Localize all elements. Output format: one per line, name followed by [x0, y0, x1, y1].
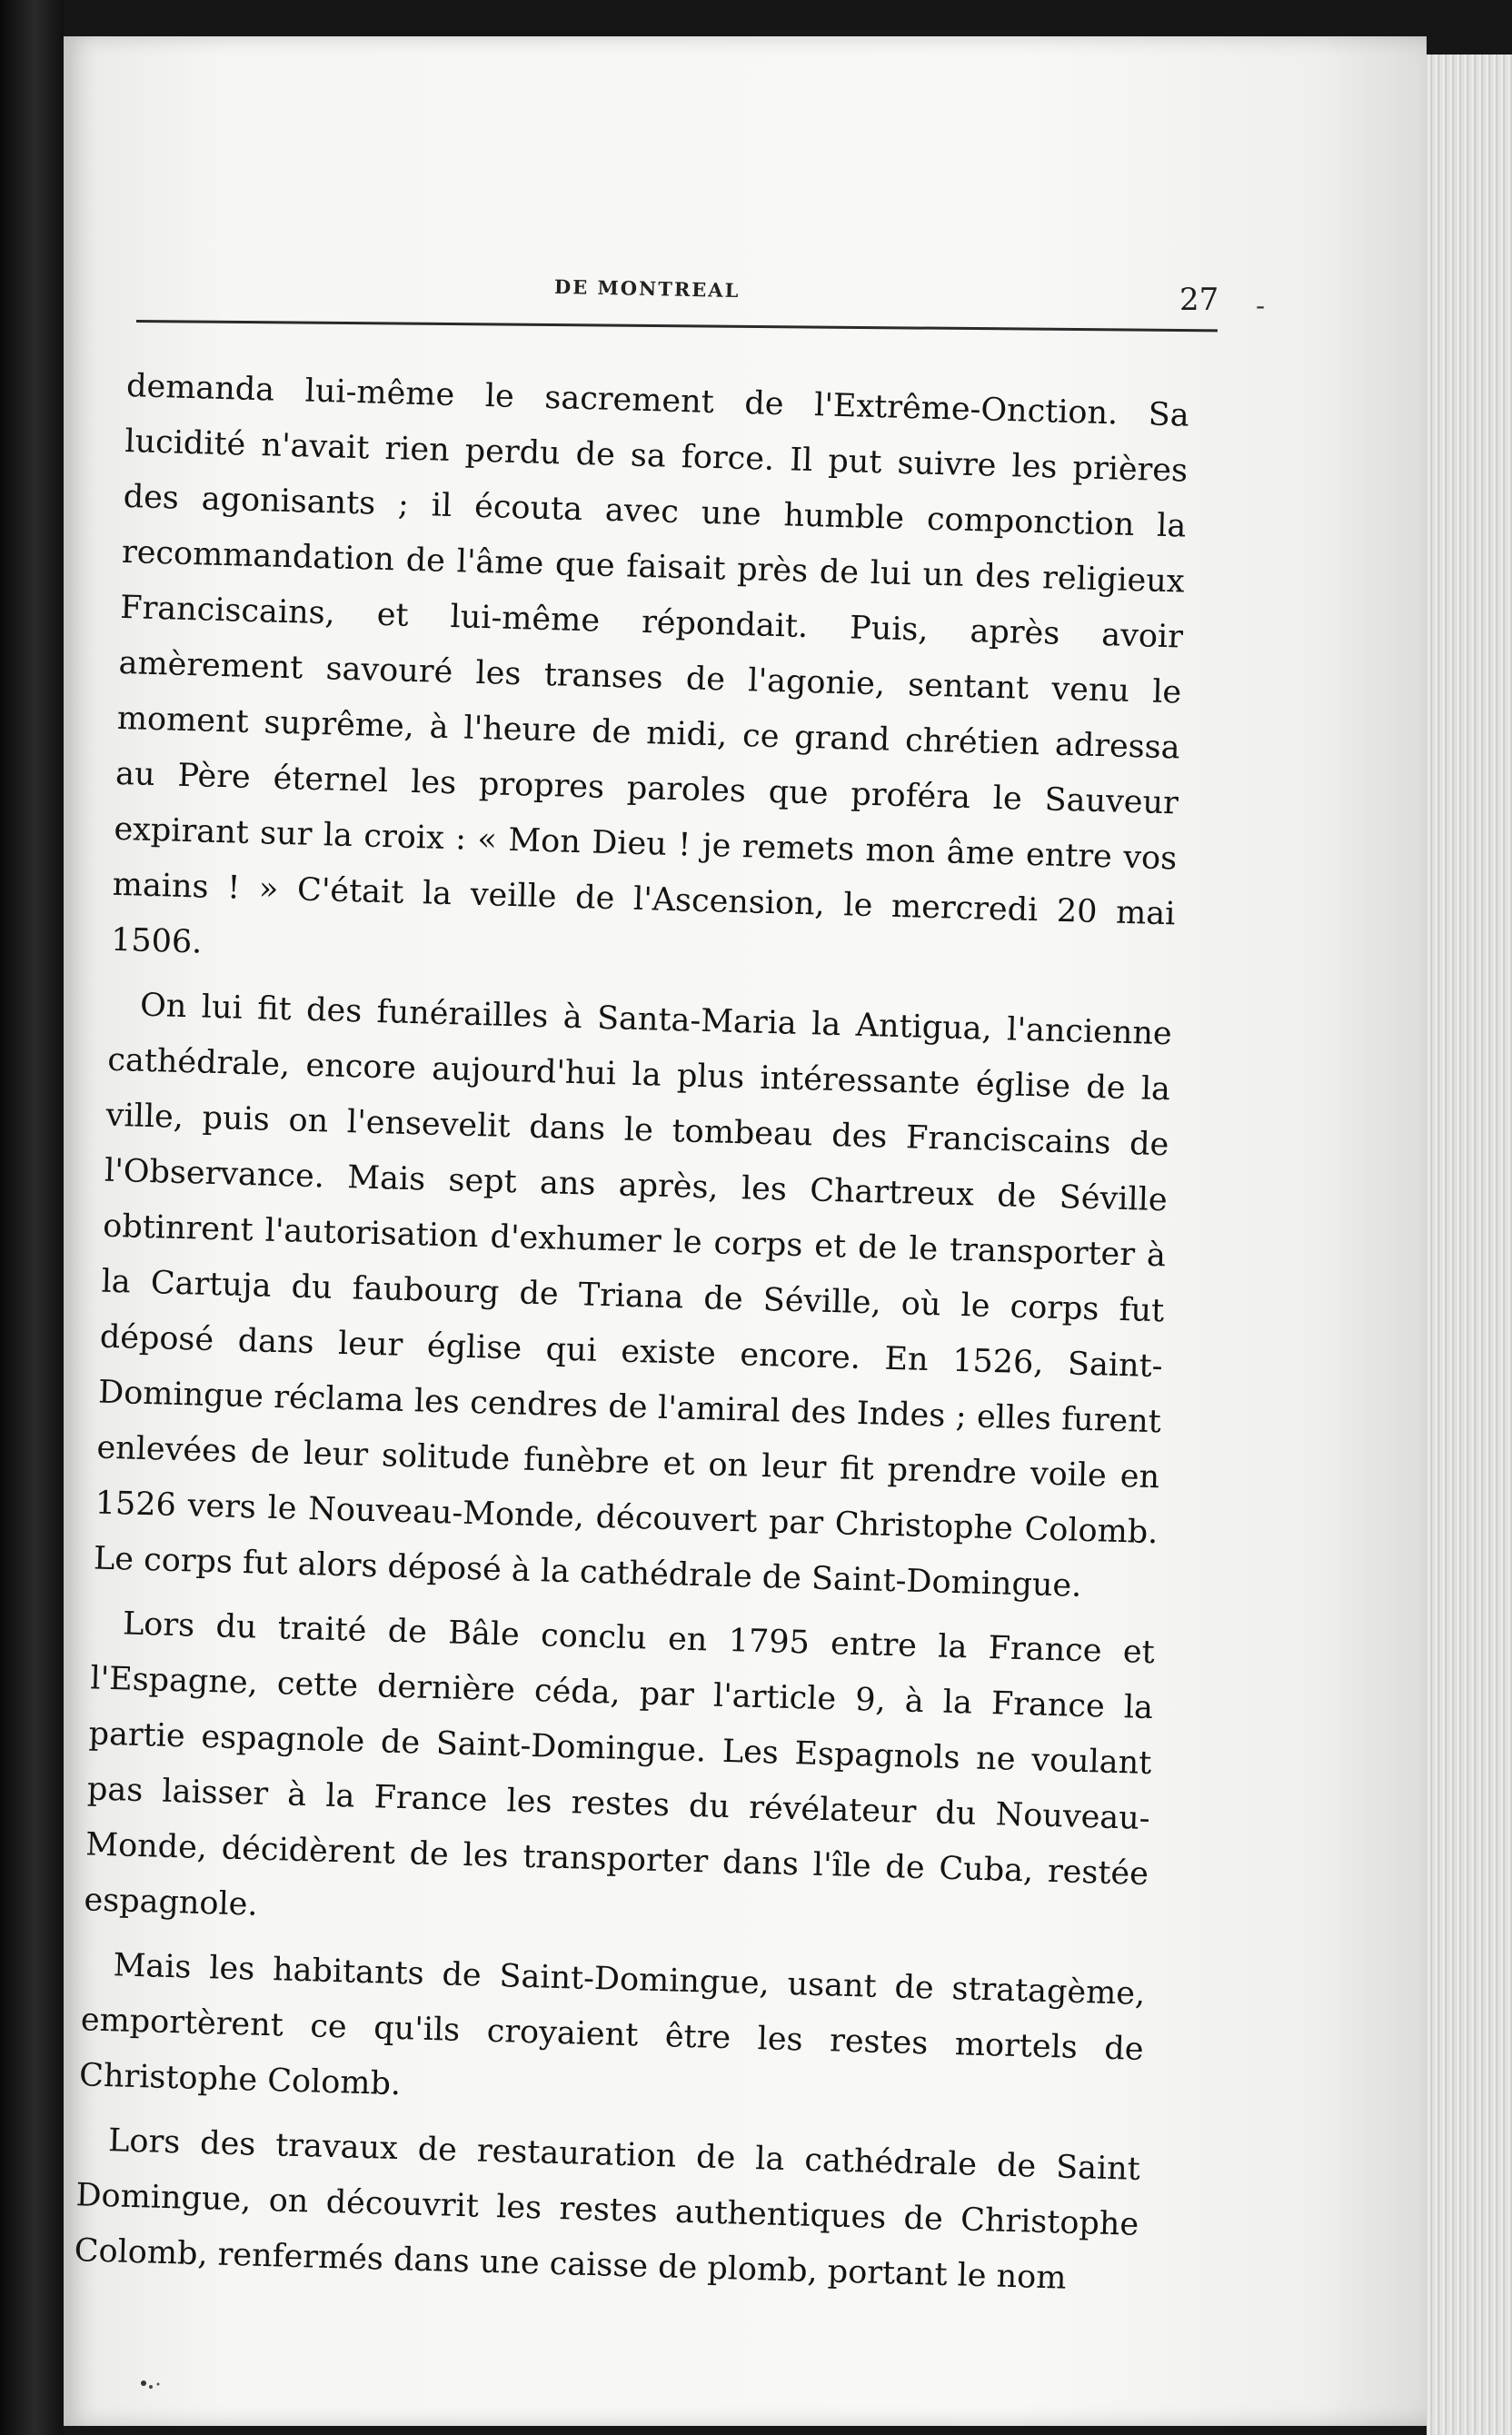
- facing-page-edge: [0, 0, 64, 2435]
- page-number: 27: [1179, 282, 1219, 318]
- ink-specks: [136, 2376, 191, 2394]
- body-text: [74, 359, 1190, 2318]
- paragraph-2: On lui fit des funérailles à Santa-Maria la Antigua, l'ancienne cathédrale, encore aujourd'hui la plus intéressante église de la ville, puis on l'ensevelit dans le tombeau des Franciscains de l'Observance. Mais sept ans après, les Chartreux de Séville obtinrent l'autorisation d'exhumer le corps et de le transporter à la Cartuja du faubourg de Triana de Séville, où le corps fut déposé dans leur église qui existe encore. En 1526, Saint-Domingue réclama les cendres de l'amiral des Indes ; elles furent enlevées de leur solitude funèbre et on leur fit prendre voile en 1526 vers le Nouveau-Monde, découvert par Christophe Colomb. Le corps fut alors déposé à la cathédrale de Saint-Domingue.: [93, 987, 1173, 1605]
- paragraph-5: Lors des travaux de restauration de la cathédrale de Saint Domingue, on découvrit les restes authentiques de Christophe Colomb, renfermés dans une caisse de plomb, portant le nom: [74, 2122, 1141, 2297]
- paragraph-4: Mais les habitants de Saint-Domingue, usant de stratagème, emportèrent ce qu'ils croyaient être les restes mortels de Christophe Colomb.: [78, 1947, 1146, 2103]
- paragraph-1: demanda lui-même le sacrement de l'Extrême-Onction. Sa lucidité n'avait rien perdu de sa force. Il put suivre les prières des agonisants ; il écouta avec une humble componction la recommandation de l'âme que faisait près de lui un des religieux Franciscains, et lui-même répondait. Puis, après avoir amèrement savouré les transes de l'agonie, sentant venu le moment suprême, à l'heure de midi, ce grand chrétien adressa au Père éternel les propres paroles que proféra le Sauveur expirant sur la croix : « Mon Dieu ! je remets mon âme entre vos mains ! » C'était la veille de l'Ascension, le mercredi 20 mai 1506.: [110, 367, 1190, 961]
- margin-mark: -: [1256, 291, 1266, 321]
- paragraph-3: Lors du traité de Bâle conclu en 1795 entre la France et l'Espagne, cette dernière céda, par l'article 9, à la France la partie espagnole de Saint-Domingue. Les Espagnols ne voulant pas laisser à la France les restes du révélateur du Nouveau-Monde, décidèrent de les transporter dans l'île de Cuba, restée espagnole.: [84, 1605, 1156, 1923]
- running-head: DE MONTREAL: [553, 274, 741, 303]
- page-stack-edge: [1427, 55, 1512, 2435]
